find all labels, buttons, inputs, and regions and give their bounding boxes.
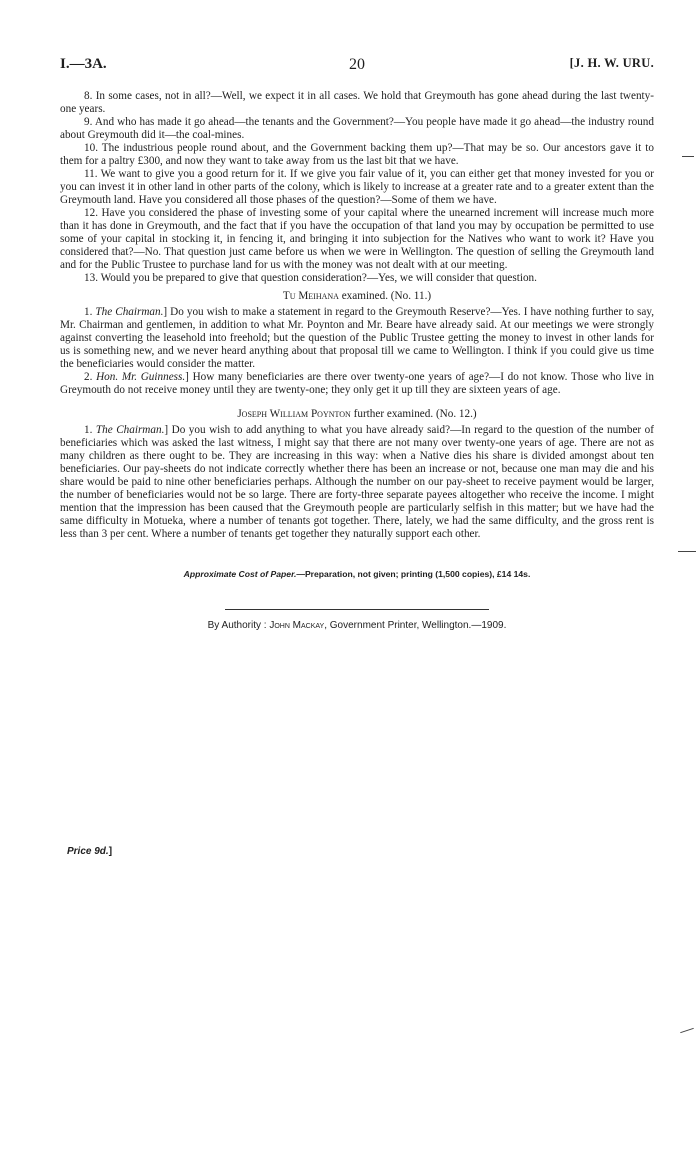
question-text: ] Do you wish to add anything to what you have already said?—In regard to the question of the number of beneficiaries which was asked the last witness, I might say that there are not many over twenty-one years of age. There are not as many children as there ought to be. They are increasing in this way: when a Native dies his share is divided amongst about ten beneficiaries. Our pay-sheets do not indicate correctly whether there has been an increase or not, because one man may die and his share would be paid to nine other beneficiaries perhaps. Although the number on our pay-sheet to receive payment would be larger, the number of beneficiaries would not be so large. There are forty-three separate payees altogether who receive the income. I might mention that the impression has been caused that the Greymouth people are particularly selfish in this matter; but we have had the same difficulty in Motueka, where a number of tenants got together. There, lately, we had the same difficulty, and the gross rent is less than 3 per cent. Where a number of tenants get together they naturally support each other. xyxy=(60,424,654,540)
question-9: 9. And who has made it go ahead—the tenants and the Government?—You people have made it go ahead—the industry round about Greymouth did it—the coal-mines. xyxy=(60,116,654,141)
margin-mark xyxy=(682,156,694,157)
section-heading-tu-meihana xyxy=(60,290,654,303)
authority-rest: , Government Printer, Wellington.—1909. xyxy=(324,620,507,631)
margin-mark xyxy=(680,1028,694,1033)
question-number: 1. xyxy=(84,424,93,436)
heading-text: further examined. (No. 12.) xyxy=(353,408,477,420)
price-bracket: ] xyxy=(108,846,113,857)
authority-prefix: By Authority : xyxy=(207,620,267,631)
witness-name: Tu Meihana xyxy=(282,290,339,302)
speaker: The Chairman. xyxy=(95,306,164,318)
question-text: ] Do you wish to make a statement in regard to the Greymouth Reserve?—Yes. I have nothing further to say, Mr. Chairman and gentlemen, in addition to what Mr. Poynton and Mr. Beare have already said. At our meetings we were strongly against converting the leasehold into freehold; but the question of the Public Trustee getting the money to invest in other lands for us is something new, and we never heard anything about that proposal till we came to Wellington. I think if you could give us time the beneficiaries would consider the matter. xyxy=(60,306,654,370)
question-12: 12. Have you considered the phase of investing some of your capital where the unearned increment will increase much more than it has done in Greymouth, and the fact that if you have the occupation of that land you may by occupation be permitted to use some of your capital in stocking it, in fencing it, and bringing it into subjection for the Natives who want to work it? Have you considered that?—No. That question just came before us when we were in Wellington. The question of selling the Greymouth land and for the Public Trustee to purchase land for us with the money was not dealt with at our meeting. xyxy=(60,207,654,271)
question-11: 11. We want to give you a good return for it. If we give you fair value of it, you can either get that money invested for you or you can invest it in other land in other parts of the colony, which is likely to increase at a greater rate and to a greater extent than the Greymouth land. Have you considered all those phases of the question?—Some of them we have. xyxy=(60,168,654,206)
tu-meihana-question-2 xyxy=(60,371,654,397)
witness-name: Joseph William Poynton xyxy=(237,408,351,420)
footer-rule xyxy=(225,609,489,610)
page-number: 20 xyxy=(349,56,365,73)
heading-text: examined. (No. 11.) xyxy=(341,290,432,302)
poynton-question-1 xyxy=(60,424,654,541)
printer-name: John Mackay xyxy=(269,620,325,631)
question-13: 13. Would you be prepared to give that question consideration?—Yes, we will consider that question. xyxy=(84,272,537,284)
speaker: The Chairman. xyxy=(95,424,165,436)
cost-note xyxy=(60,569,654,579)
printer-imprint xyxy=(60,620,654,631)
question-number: 2. xyxy=(84,371,93,383)
cost-note-lead: Approximate Cost of Paper. xyxy=(183,569,297,579)
question-text: ] How many beneficiaries are there over twenty-one years of age?—I do not know. Those who live in Greymouth do not receive money until they are twenty-one; they only get it up till they are sixteen years of age. xyxy=(60,371,655,396)
page-body xyxy=(60,90,654,541)
price-label xyxy=(67,846,112,857)
page-header xyxy=(60,56,654,82)
cost-note-text: —Preparation, not given; printing (1,500 copies), £14 14s. xyxy=(296,569,531,579)
tu-meihana-question-1 xyxy=(60,306,654,371)
question-number: 1. xyxy=(84,306,93,318)
margin-mark xyxy=(678,551,696,552)
price-text: Price 9d. xyxy=(67,846,109,857)
question-8: 8. In some cases, not in all?—Well, we expect it in all cases. We hold that Greymouth has gone ahead during the last twenty-one years. xyxy=(60,90,654,115)
witness-reference: [J. H. W. URU. xyxy=(569,56,654,70)
section-heading-poynton xyxy=(60,408,654,421)
document-page xyxy=(60,56,654,631)
question-10: 10. The industrious people round about, and the Government backing them up?—That may be so. Our ancestors gave it to them for a paltry £300, and now they want to take away from us the last bit that we have. xyxy=(60,142,654,167)
speaker: Hon. Mr. Guinness. xyxy=(96,371,186,383)
paper-reference: I.—3A. xyxy=(60,56,107,72)
